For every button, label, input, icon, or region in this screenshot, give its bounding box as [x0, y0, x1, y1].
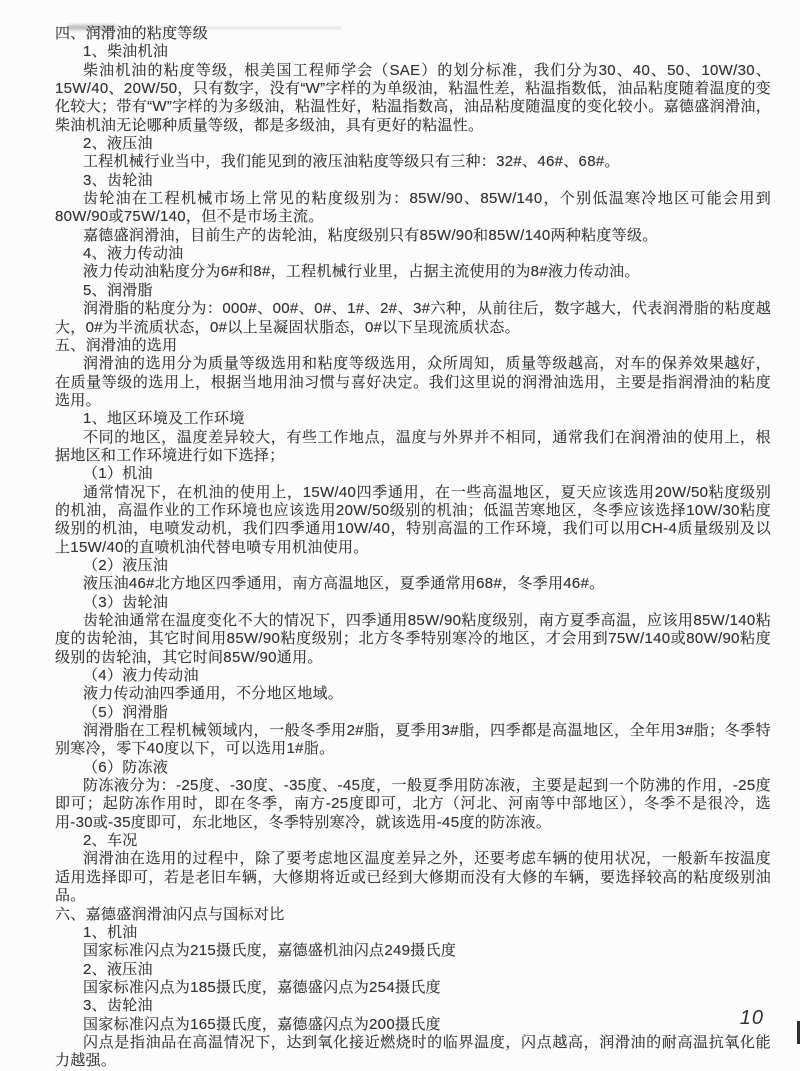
- numbered-subheading: 1、柴油机油: [83, 43, 169, 61]
- page-number: 10: [739, 1007, 764, 1029]
- numbered-subheading: 2、车况: [83, 832, 138, 850]
- paragraph: 工程机械行业当中，我们能见到的液压油粘度等级只有三种：32#、46#、68#。: [83, 153, 620, 171]
- numbered-subheading: （1）机油: [83, 465, 153, 483]
- section-heading: 六、嘉德盛润滑油闪点与国标对比: [55, 905, 285, 923]
- paragraph: 润滑脂的粘度分为：000#、00#、0#、1#、2#、3#六种，从前往后，数字越大，代表润滑脂的粘度越大，0#为半流质状态，0#以上呈凝固状脂态，0#以下呈现流质状态。: [55, 300, 771, 336]
- numbered-subheading: 2、液压油: [83, 960, 153, 978]
- numbered-subheading: （2）液压油: [83, 556, 169, 574]
- section-heading: 五、润滑油的选用: [55, 336, 178, 354]
- numbered-subheading: 3、齿轮油: [83, 171, 153, 189]
- paragraph: 国家标准闪点为215摄氏度，嘉德盛机油闪点249摄氏度: [83, 942, 457, 960]
- paragraph: 液压油46#北方地区四季通用，南方高温地区，夏季通常用68#，冬季用46#。: [83, 575, 605, 593]
- paragraph: 不同的地区，温度差异较大，有些工作地点，温度与外界并不相同，通常我们在润滑油的使用上，根据地区和工作环境进行如下选择；: [55, 428, 771, 464]
- numbered-subheading: （5）润滑脂: [83, 703, 169, 721]
- paragraph: 齿轮油在工程机械市场上常见的粘度级别为：85W/90、85W/140，个别低温寒冷地区可能会用到80W/90或75W/140，但不是市场主流。: [55, 190, 771, 226]
- numbered-subheading: 4、液力传动油: [83, 245, 184, 263]
- paragraph: 柴油机油的粘度等级，根美国工程师学会（SAE）的划分标准，我们分为30、40、50、10W/30、15W/40、20W/50，只有数字，没有“W”字样的为单级油，粘温性差，粘温指数低，油品粘度随着温度的变化较大；带有“W”字样的为多级油，粘温性好，粘温指数高，油品粘度随温度的变化较小。嘉德盛润滑油，柴油机油无论哪种质量等级，都是多级油，具有更好的粘温性。: [55, 61, 771, 134]
- numbered-subheading: 1、地区环境及工作环境: [83, 410, 245, 428]
- numbered-subheading: 2、液压油: [83, 135, 153, 153]
- paragraph: 润滑油在选用的过程中，除了要考虑地区温度差异之外，还要考虑车辆的使用状况，一般新车按温度适用选择即可，若是老旧车辆，大修期将近或已经到大修期而没有大修的车辆，要选择较高的粘度级别油品。: [55, 850, 771, 905]
- paragraph: 润滑油的选用分为质量等级选用和粘度等级选用，众所周知，质量等级越高，对车的保养效果越好，在质量等级的选用上，根据当地用油习惯与喜好决定。我们这里说的润滑油选用，主要是指润滑油的粘度选用。: [55, 355, 771, 409]
- numbered-subheading: 1、机油: [83, 923, 138, 941]
- numbered-subheading: 5、润滑脂: [83, 281, 153, 299]
- paragraph: 闪点是指油品在高温情况下，达到氧化接近燃烧时的临界温度，闪点越高，润滑油的耐高温抗氧化能力越强。: [55, 1033, 771, 1070]
- paragraph: 齿轮油通常在温度变化不大的情况下，四季通用85W/90粘度级别，南方夏季高温，应该用85W/140粘度的齿轮油，其它时间用85W/90粘度级别；北方冬季特别寒冷的地区，才会用到75W/140或80W/90粘度级别的齿轮油，其它时间85W/90通用。: [55, 612, 771, 666]
- paragraph: 嘉德盛润滑油，目前生产的齿轮油，粘度级别只有85W/90和85W/140两种粘度等级。: [83, 226, 658, 244]
- numbered-subheading: （4）液力传动油: [83, 667, 199, 685]
- paragraph: 润滑脂在工程机械领域内，一般冬季用2#脂，夏季用3#脂，四季都是高温地区，全年用3#脂；冬季特别寒冷，零下40度以下，可以选用1#脂。: [55, 722, 771, 758]
- paragraph: 液力传动油四季通用，不分地区地域。: [83, 685, 344, 703]
- document-body: [55, 25, 771, 1071]
- section-heading: 四、润滑油的粘度等级: [55, 25, 209, 42]
- paragraph: 通常情况下，在机油的使用上，15W/40四季通用，在一些高温地区，夏天应该选用20W/50粘度级别的机油，高温作业的工作环境也应该选用20W/50级别的机油；低温苦寒地区，冬季应该选择10W/30粘度级别的机油，电喷发动机，我们四季通用10W/40，特别高温的工作环境，我们可以用CH-4质量级别及以上15W/40的直喷机油代替电喷专用机油使用。: [55, 483, 771, 556]
- paragraph: 国家标准闪点为165摄氏度，嘉德盛闪点为200摄氏度: [83, 1015, 441, 1033]
- paragraph: 液力传动油粘度分为6#和8#，工程机械行业里，占据主流使用的为8#液力传动油。: [83, 263, 640, 281]
- paragraph: 防冻液分为：-25度、-30度、-35度、-45度，一般夏季用防冻液，主要是起到一个防沸的作用，-25度即可；起防冻作用时，即在冬季，南方-25度即可，北方（河北、河南等中部地区），冬季不是很冷，选用-30或-35度即可，东北地区，冬季特别寒冷，就该选用-45度的防冻液。: [55, 777, 771, 831]
- numbered-subheading: （6）防冻液: [83, 758, 169, 776]
- numbered-subheading: 3、齿轮油: [83, 997, 153, 1015]
- numbered-subheading: （3）齿轮油: [83, 593, 169, 611]
- paragraph: 国家标准闪点为185摄氏度，嘉德盛闪点为254摄氏度: [83, 978, 441, 996]
